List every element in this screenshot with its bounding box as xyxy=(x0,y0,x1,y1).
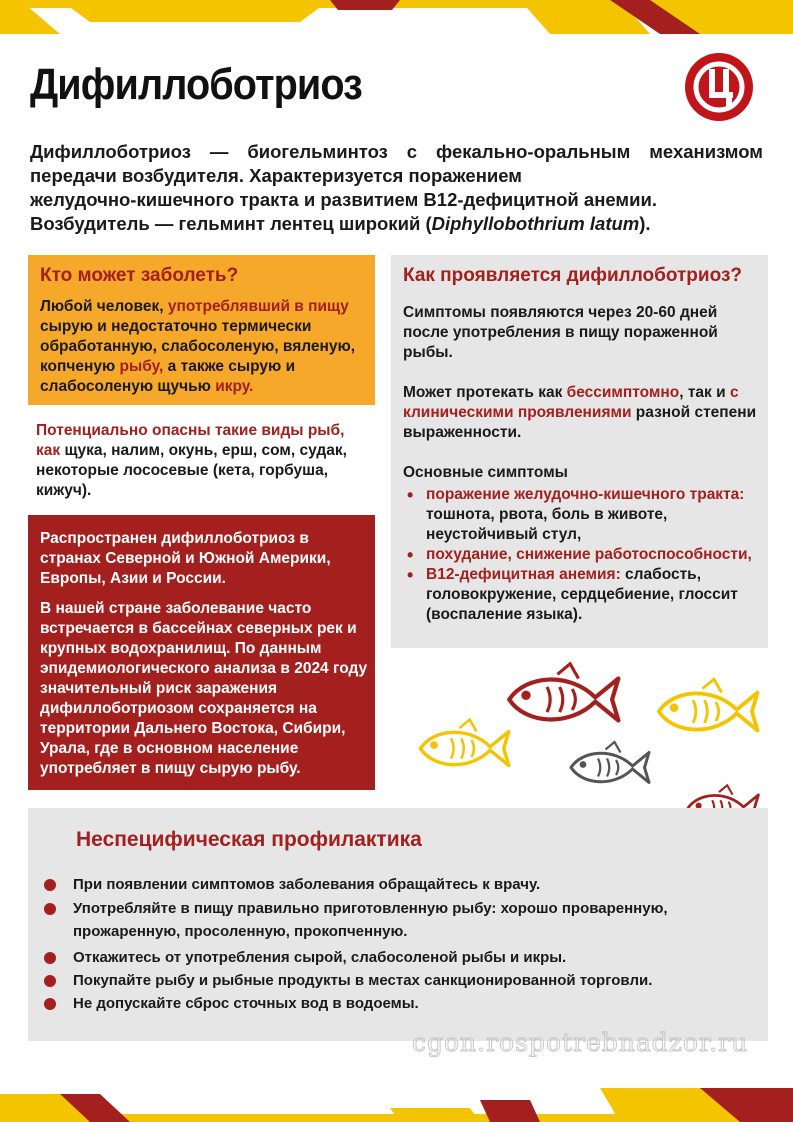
spread-text-2: В нашей стране заболевание часто встречается в бассейнах северных рек и крупных водохранилищ. По данным эпидемиологического анализа в 2024 году значительный риск заражения дифиллоботриозом сохраняется на территории Дальнего Востока, Сибири, Урала, где в основном население употребляет в пищу сырую рыбу. xyxy=(40,600,368,777)
list-item: Откажитесь от употребления сырой, слабосоленой рыбы и икры. xyxy=(73,949,567,966)
symptoms-onset: Симптомы появляются через 20-60 дней после употребления в пищу пораженной рыбы. xyxy=(403,304,718,361)
symptoms-course: Может протекать как бессимптомно, так и с клиническими проявлениями разной степени выраженности. xyxy=(403,384,757,441)
symptoms-heading: Как проявляется дифиллоботриоз? xyxy=(403,265,743,286)
symptoms-list-title: Основные симптомы xyxy=(403,464,568,481)
list-item: Покупайте рыбу и рыбные продукты в местах санкционированной торговли. xyxy=(73,972,653,989)
prevention-box xyxy=(28,808,768,1041)
bullet-icon xyxy=(44,903,56,915)
list-item: При появлении симптомов заболевания обращайтесь к врачу. xyxy=(73,876,541,893)
prevention-heading: Неспецифическая профилактика xyxy=(76,828,422,851)
list-item: • похудание, снижение работоспособности, xyxy=(403,545,763,565)
symptoms-box xyxy=(391,255,768,648)
intro-text: Дифиллоботриоз — биогельминтоз с фекально-оральным механизмом передачи возбудителя. Характеризуется поражением желудочно-кишечного тракта и развитием В12-дефицитной анемии. Возбудитель — гельминт лентец широкий (Diphyllobothrium latum). xyxy=(30,141,763,234)
bullet-icon xyxy=(44,879,56,891)
list-item: • поражение желудочно-кишечного тракта: тошнота, рвота, боль в животе, неустойчивый стул, xyxy=(403,485,763,545)
who-heading: Кто может заболеть? xyxy=(40,265,239,286)
fish-icon xyxy=(571,742,649,783)
list-item: Не допускайте сброс сточных вод в водоемы. xyxy=(73,995,419,1012)
symptoms-list xyxy=(403,485,763,625)
page-title: Дифиллоботриоз xyxy=(30,60,362,109)
bottom-stripe-decoration xyxy=(0,1088,793,1122)
fish-icon xyxy=(509,664,618,721)
spread-text-1: Распространен дифиллоботриоз в странах Северной и Южной Америки, Европы, Азии и России. xyxy=(40,530,331,587)
list-item: Употребляйте в пищу правильно приготовленную рыбу: хорошо проваренную, прожаренную, просоленную, прокопченную. xyxy=(73,900,668,940)
list-item: • В12-дефицитная анемия: слабость, головокружение, сердцебиение, глоссит (воспаление языка). xyxy=(403,565,763,625)
website-watermark[interactable]: cgon.rospotrebnadzor.ru xyxy=(412,1028,749,1057)
fish-icon xyxy=(659,679,758,730)
dangerous-fish-text: Потенциально опасны такие виды рыб, как щука, налим, окунь, ерш, сом, судак, некоторые лососевые (кета, горбуша, кижуч). xyxy=(36,422,347,499)
top-stripe-decoration xyxy=(0,0,793,34)
who-can-get-sick-box xyxy=(28,255,375,405)
spread-box xyxy=(28,515,375,790)
fish-icon xyxy=(420,720,508,766)
rospotrebnadzor-logo-icon xyxy=(684,52,754,122)
bullet-icon xyxy=(44,975,56,987)
who-text: Любой человек, употреблявший в пищу сырую и недостаточно термически обработанную, слабосоленую, вяленую, копченую рыбу, а также сырую и слабосоленую щучью икру. xyxy=(40,298,356,395)
bullet-icon xyxy=(44,952,56,964)
bullet-icon xyxy=(44,998,56,1010)
